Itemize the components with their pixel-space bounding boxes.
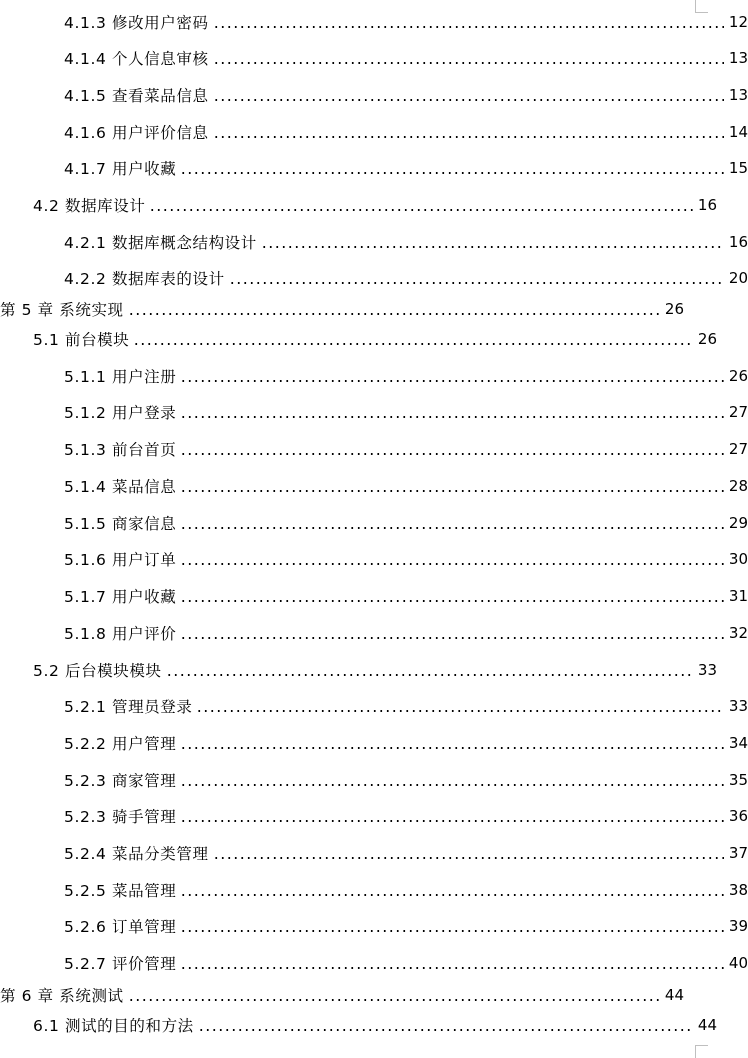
toc-entry[interactable] xyxy=(0,80,748,110)
toc-entry-title: 5.1.3 前台首页 xyxy=(64,441,177,459)
toc-entry-page: 31 xyxy=(728,587,748,605)
toc-entry-title: 5.1.1 用户注册 xyxy=(64,368,177,386)
toc-entry-page: 16 xyxy=(728,233,748,251)
toc-entry-page: 27 xyxy=(728,440,748,458)
toc-entry-title: 5.2 后台模块模块 xyxy=(33,662,162,680)
toc-entry-page: 39 xyxy=(728,917,748,935)
dot-leader xyxy=(149,209,693,211)
toc-entry-title: 5.1.2 用户登录 xyxy=(64,404,177,422)
toc-entry-page: 26 xyxy=(664,300,684,318)
dot-leader xyxy=(213,99,724,101)
toc-entry-page: 15 xyxy=(728,159,748,177)
toc-entry-title: 5.1.7 用户收藏 xyxy=(64,588,177,606)
toc-entry-title: 4.1.4 个人信息审核 xyxy=(64,50,209,68)
toc-entry-title: 5.2.3 商家管理 xyxy=(64,772,177,790)
toc-entry-page: 37 xyxy=(728,844,748,862)
toc-entry-title: 4.1.5 查看菜品信息 xyxy=(64,87,209,105)
toc-entry[interactable] xyxy=(0,838,748,868)
dot-leader xyxy=(213,136,724,138)
toc-entry[interactable] xyxy=(0,434,748,464)
toc-entry-title: 5.2.3 骑手管理 xyxy=(64,808,177,826)
dot-leader xyxy=(133,343,693,345)
toc-entry[interactable] xyxy=(0,7,748,37)
dot-leader xyxy=(261,246,724,248)
toc-entry[interactable] xyxy=(0,911,748,941)
toc-entry-page: 28 xyxy=(728,477,748,495)
dot-leader xyxy=(180,563,724,565)
toc-entry[interactable] xyxy=(0,190,717,220)
toc-entry-title: 5.1.4 菜品信息 xyxy=(64,478,177,496)
dot-leader xyxy=(180,637,724,639)
toc-entry-page: 34 xyxy=(728,734,748,752)
toc-entry-page: 44 xyxy=(697,1016,717,1034)
toc-entry-page: 35 xyxy=(728,771,748,789)
toc-entry-title: 5.2.6 订单管理 xyxy=(64,918,177,936)
dot-leader xyxy=(180,416,724,418)
dot-leader xyxy=(180,527,724,529)
toc-entry-title: 5.1.8 用户评价 xyxy=(64,625,177,643)
dot-leader xyxy=(128,999,660,1001)
toc-entry[interactable] xyxy=(0,655,717,685)
toc-entry[interactable] xyxy=(0,728,748,758)
toc-entry-page: 27 xyxy=(728,403,748,421)
toc-entry-page: 30 xyxy=(728,550,748,568)
toc-entry-title: 第 6 章 系统测试 xyxy=(0,987,124,1005)
toc-entry-title: 5.2.5 菜品管理 xyxy=(64,882,177,900)
toc-entry-page: 26 xyxy=(728,367,748,385)
dot-leader xyxy=(180,967,724,969)
toc-entry-page: 32 xyxy=(728,624,748,642)
toc-entry[interactable] xyxy=(0,948,748,978)
toc-entry[interactable] xyxy=(0,581,748,611)
toc-entry[interactable] xyxy=(0,361,748,391)
toc-entry-title: 4.2.1 数据库概念结构设计 xyxy=(64,234,257,252)
toc-entry[interactable] xyxy=(0,765,748,795)
toc-entry-title: 4.2.2 数据库表的设计 xyxy=(64,270,225,288)
toc-entry-page: 40 xyxy=(728,954,748,972)
dot-leader xyxy=(213,857,724,859)
toc-entry-title: 4.1.7 用户收藏 xyxy=(64,160,177,178)
toc-entry[interactable] xyxy=(0,324,717,354)
toc-entry[interactable] xyxy=(0,43,748,73)
toc-entry-page: 20 xyxy=(728,269,748,287)
toc-entry[interactable] xyxy=(0,544,748,574)
toc-entry[interactable] xyxy=(0,691,748,721)
toc-entry-title: 5.1.5 商家信息 xyxy=(64,515,177,533)
dot-leader xyxy=(213,62,724,64)
toc-entry[interactable] xyxy=(0,875,748,905)
dot-leader xyxy=(198,1029,693,1031)
dot-leader xyxy=(180,784,724,786)
toc-entry[interactable] xyxy=(0,471,748,501)
dot-leader xyxy=(180,380,724,382)
dot-leader xyxy=(180,490,724,492)
margin-corner-mark xyxy=(695,0,708,13)
toc-entry[interactable] xyxy=(0,294,684,324)
toc-entry[interactable] xyxy=(0,801,748,831)
toc-entry-title: 4.1.3 修改用户密码 xyxy=(64,14,209,32)
dot-leader xyxy=(166,674,693,676)
dot-leader xyxy=(213,26,724,28)
toc-entry[interactable] xyxy=(0,980,684,1010)
toc-entry[interactable] xyxy=(0,153,748,183)
toc-entry-page: 33 xyxy=(728,697,748,715)
dot-leader xyxy=(180,172,724,174)
toc-entry-page: 38 xyxy=(728,881,748,899)
toc-entry-title: 4.1.6 用户评价信息 xyxy=(64,124,209,142)
dot-leader xyxy=(128,313,660,315)
dot-leader xyxy=(180,600,724,602)
dot-leader xyxy=(196,710,724,712)
toc-entry[interactable] xyxy=(0,117,748,147)
toc-entry-page: 16 xyxy=(697,196,717,214)
toc-entry[interactable] xyxy=(0,397,748,427)
toc-entry-title: 5.1.6 用户订单 xyxy=(64,551,177,569)
toc-entry-title: 4.2 数据库设计 xyxy=(33,197,146,215)
toc-entry[interactable] xyxy=(0,227,748,257)
toc-entry[interactable] xyxy=(0,263,748,293)
toc-entry-title: 5.2.7 评价管理 xyxy=(64,955,177,973)
dot-leader xyxy=(229,282,724,284)
toc-entry-title: 第 5 章 系统实现 xyxy=(0,301,124,319)
toc-entry-page: 33 xyxy=(697,661,717,679)
toc-entry-page: 26 xyxy=(697,330,717,348)
toc-entry-page: 12 xyxy=(728,13,748,31)
toc-entry[interactable] xyxy=(0,508,748,538)
toc-entry-title: 5.2.1 管理员登录 xyxy=(64,698,193,716)
dot-leader xyxy=(180,894,724,896)
dot-leader xyxy=(180,820,724,822)
toc-entry-title: 5.2.2 用户管理 xyxy=(64,735,177,753)
toc-entry-title: 5.1 前台模块 xyxy=(33,331,130,349)
toc-entry[interactable] xyxy=(0,618,748,648)
toc-entry[interactable] xyxy=(0,1010,717,1040)
toc-entry-page: 36 xyxy=(728,807,748,825)
toc-entry-page: 13 xyxy=(728,86,748,104)
toc-entry-page: 14 xyxy=(728,123,748,141)
margin-corner-mark xyxy=(695,1045,708,1058)
toc-entry-page: 29 xyxy=(728,514,748,532)
dot-leader xyxy=(180,453,724,455)
toc-entry-page: 44 xyxy=(664,986,684,1004)
dot-leader xyxy=(180,747,724,749)
toc-entry-title: 6.1 测试的目的和方法 xyxy=(33,1017,194,1035)
toc-entry-page: 13 xyxy=(728,49,748,67)
dot-leader xyxy=(180,930,724,932)
toc-entry-title: 5.2.4 菜品分类管理 xyxy=(64,845,209,863)
